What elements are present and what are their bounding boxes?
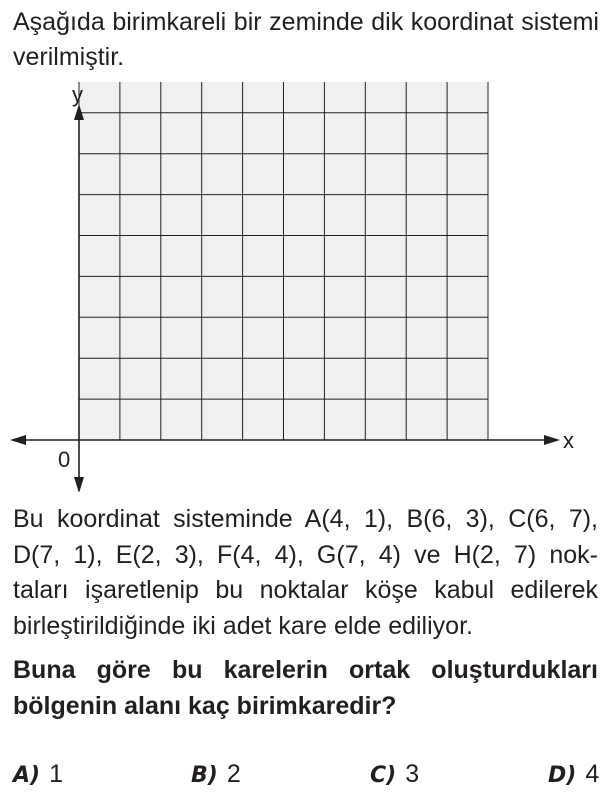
option-b[interactable] [191,760,241,789]
option-value: 1 [49,760,63,788]
statement-line: taları işaretlenip bu noktalar köşe kabul edilerek [13,576,598,604]
question-line: Buna göre bu karelerin ortak oluşturdukları [13,656,598,684]
problem-statement [13,502,598,644]
option-letter: D) [548,763,577,788]
intro-text: Aşağıda birimkareli bir zeminde dik koordinat sistemi verilmiştir. [13,8,599,71]
option-c[interactable] [370,760,419,789]
option-value: 4 [585,760,600,788]
x-axis-arrow-left [10,435,26,445]
option-d[interactable] [548,760,599,789]
question-line: bölgenin alanı kaç birimkaredir? [13,692,397,720]
origin-label: 0 [58,447,71,472]
option-a[interactable] [13,760,63,789]
unit-grid [79,82,488,440]
question-text [13,652,598,724]
option-value: 2 [226,760,241,788]
answer-options [0,760,605,800]
y-axis-arrow-down [74,477,84,492]
x-axis-label: x [563,428,574,453]
x-axis-arrow-right [544,435,560,445]
statement-line: Bu koordinat sisteminde A(4, 1), B(6, 3), C(6, 7), [13,505,598,533]
statement-line: birleştirildiğinde iki adet kare elde ediliyor. [13,611,473,640]
statement-line: D(7, 1), E(2, 3), F(4, 4), G(7, 4) ve H(2, 7) nok- [13,540,598,569]
option-value: 3 [405,760,420,788]
y-axis-label: y [72,82,83,107]
option-letter: C) [370,763,397,788]
coordinate-figure [0,82,605,492]
coordinate-system [0,82,605,492]
option-letter: A) [13,763,41,788]
option-letter: B) [191,763,218,788]
